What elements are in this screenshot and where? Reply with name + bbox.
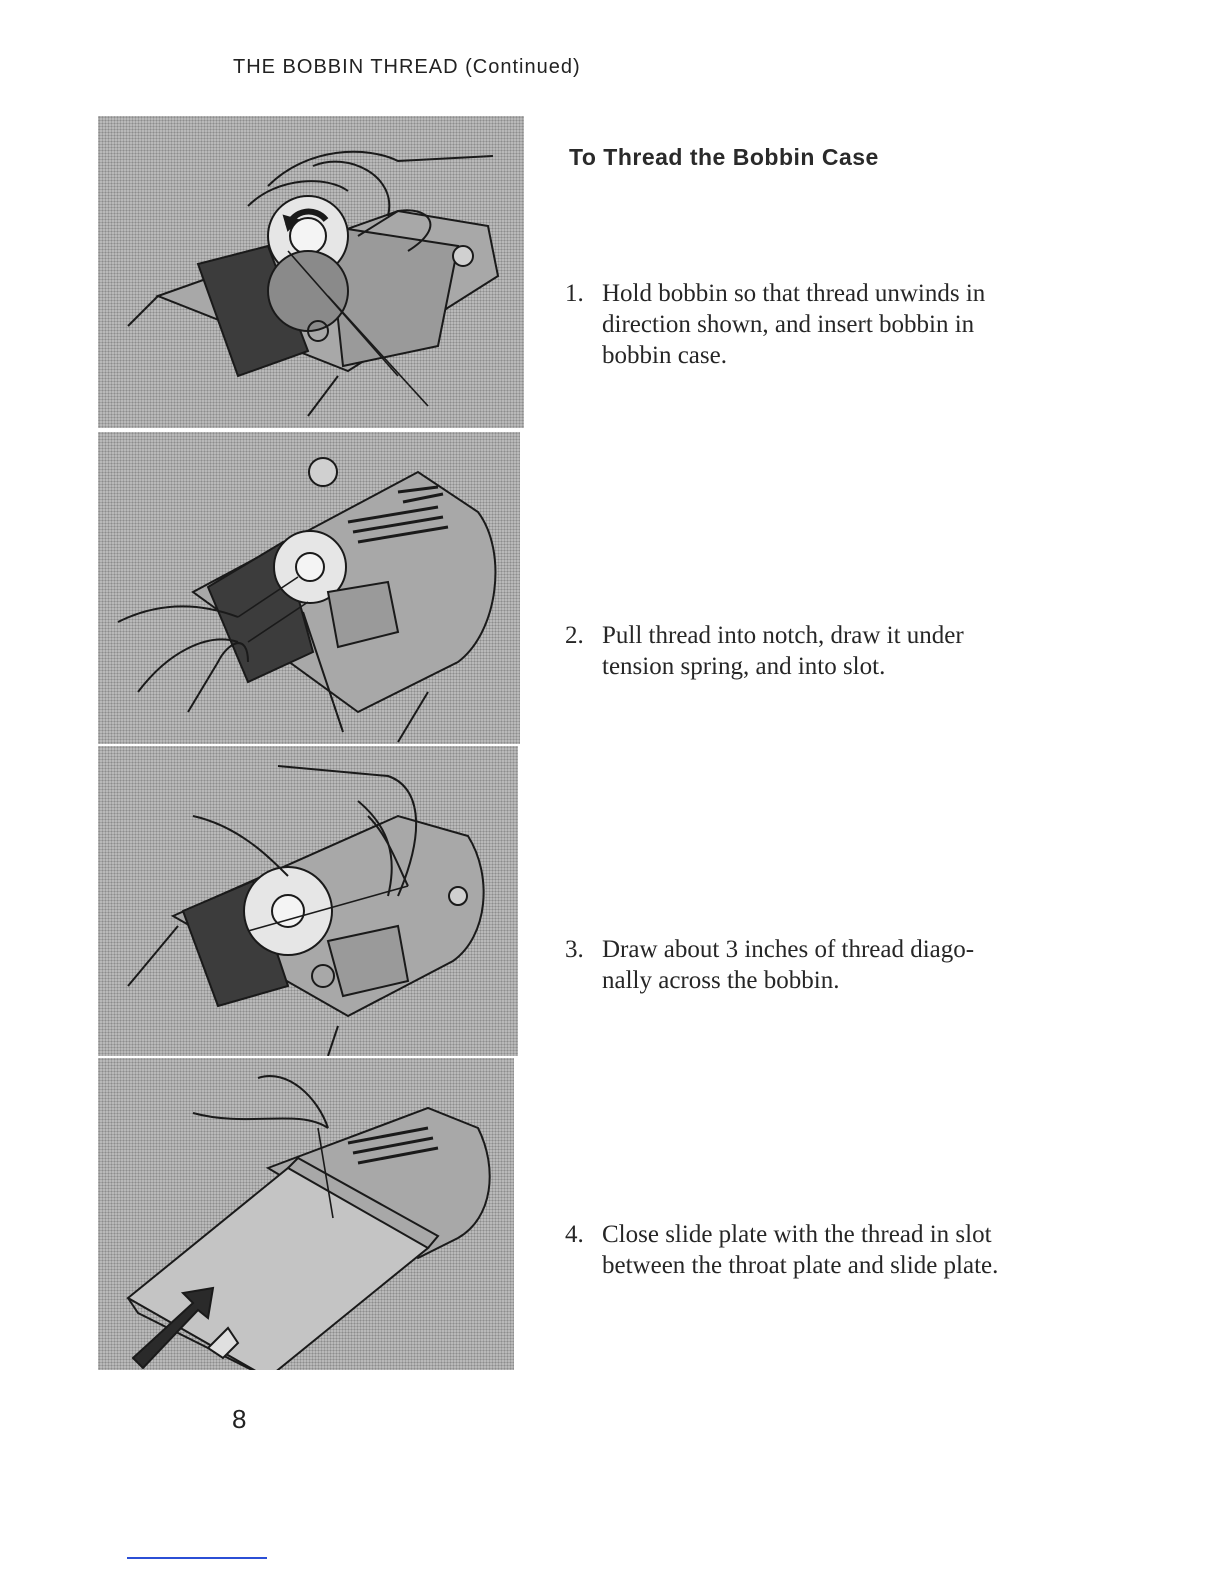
instruction-step [565,934,1005,996]
step-text: Pull thread into notch, draw it under tension spring, and into slot. [602,622,964,680]
section-title: To Thread the Bobbin Case [569,144,879,170]
figure-pull-thread [98,432,520,744]
instruction-step [565,278,1005,371]
figure-insert-bobbin [98,116,524,428]
figure-draw-thread [98,746,518,1056]
figure-close-slide-plate [98,1058,514,1370]
footer-link-underline[interactable] [127,1557,267,1559]
illustration-column [98,116,524,1370]
step-text: Close slide plate with the thread in slot between the throat plate and slide plate. [602,1221,999,1279]
step-text: Hold bobbin so that thread unwinds in direction shown, and insert bobbin in bobbin case. [602,280,986,369]
instruction-step [565,1219,1005,1281]
step-text: Draw about 3 inches of thread diagonally across the bobbin. [602,936,975,994]
step-number: 4. [565,1221,584,1248]
step-number: 3. [565,936,584,963]
page-number: 8 [232,1404,247,1434]
instruction-step [565,620,1005,682]
step-number: 2. [565,622,584,649]
page-header: THE BOBBIN THREAD (Continued) [233,56,581,78]
step-number: 1. [565,280,584,307]
